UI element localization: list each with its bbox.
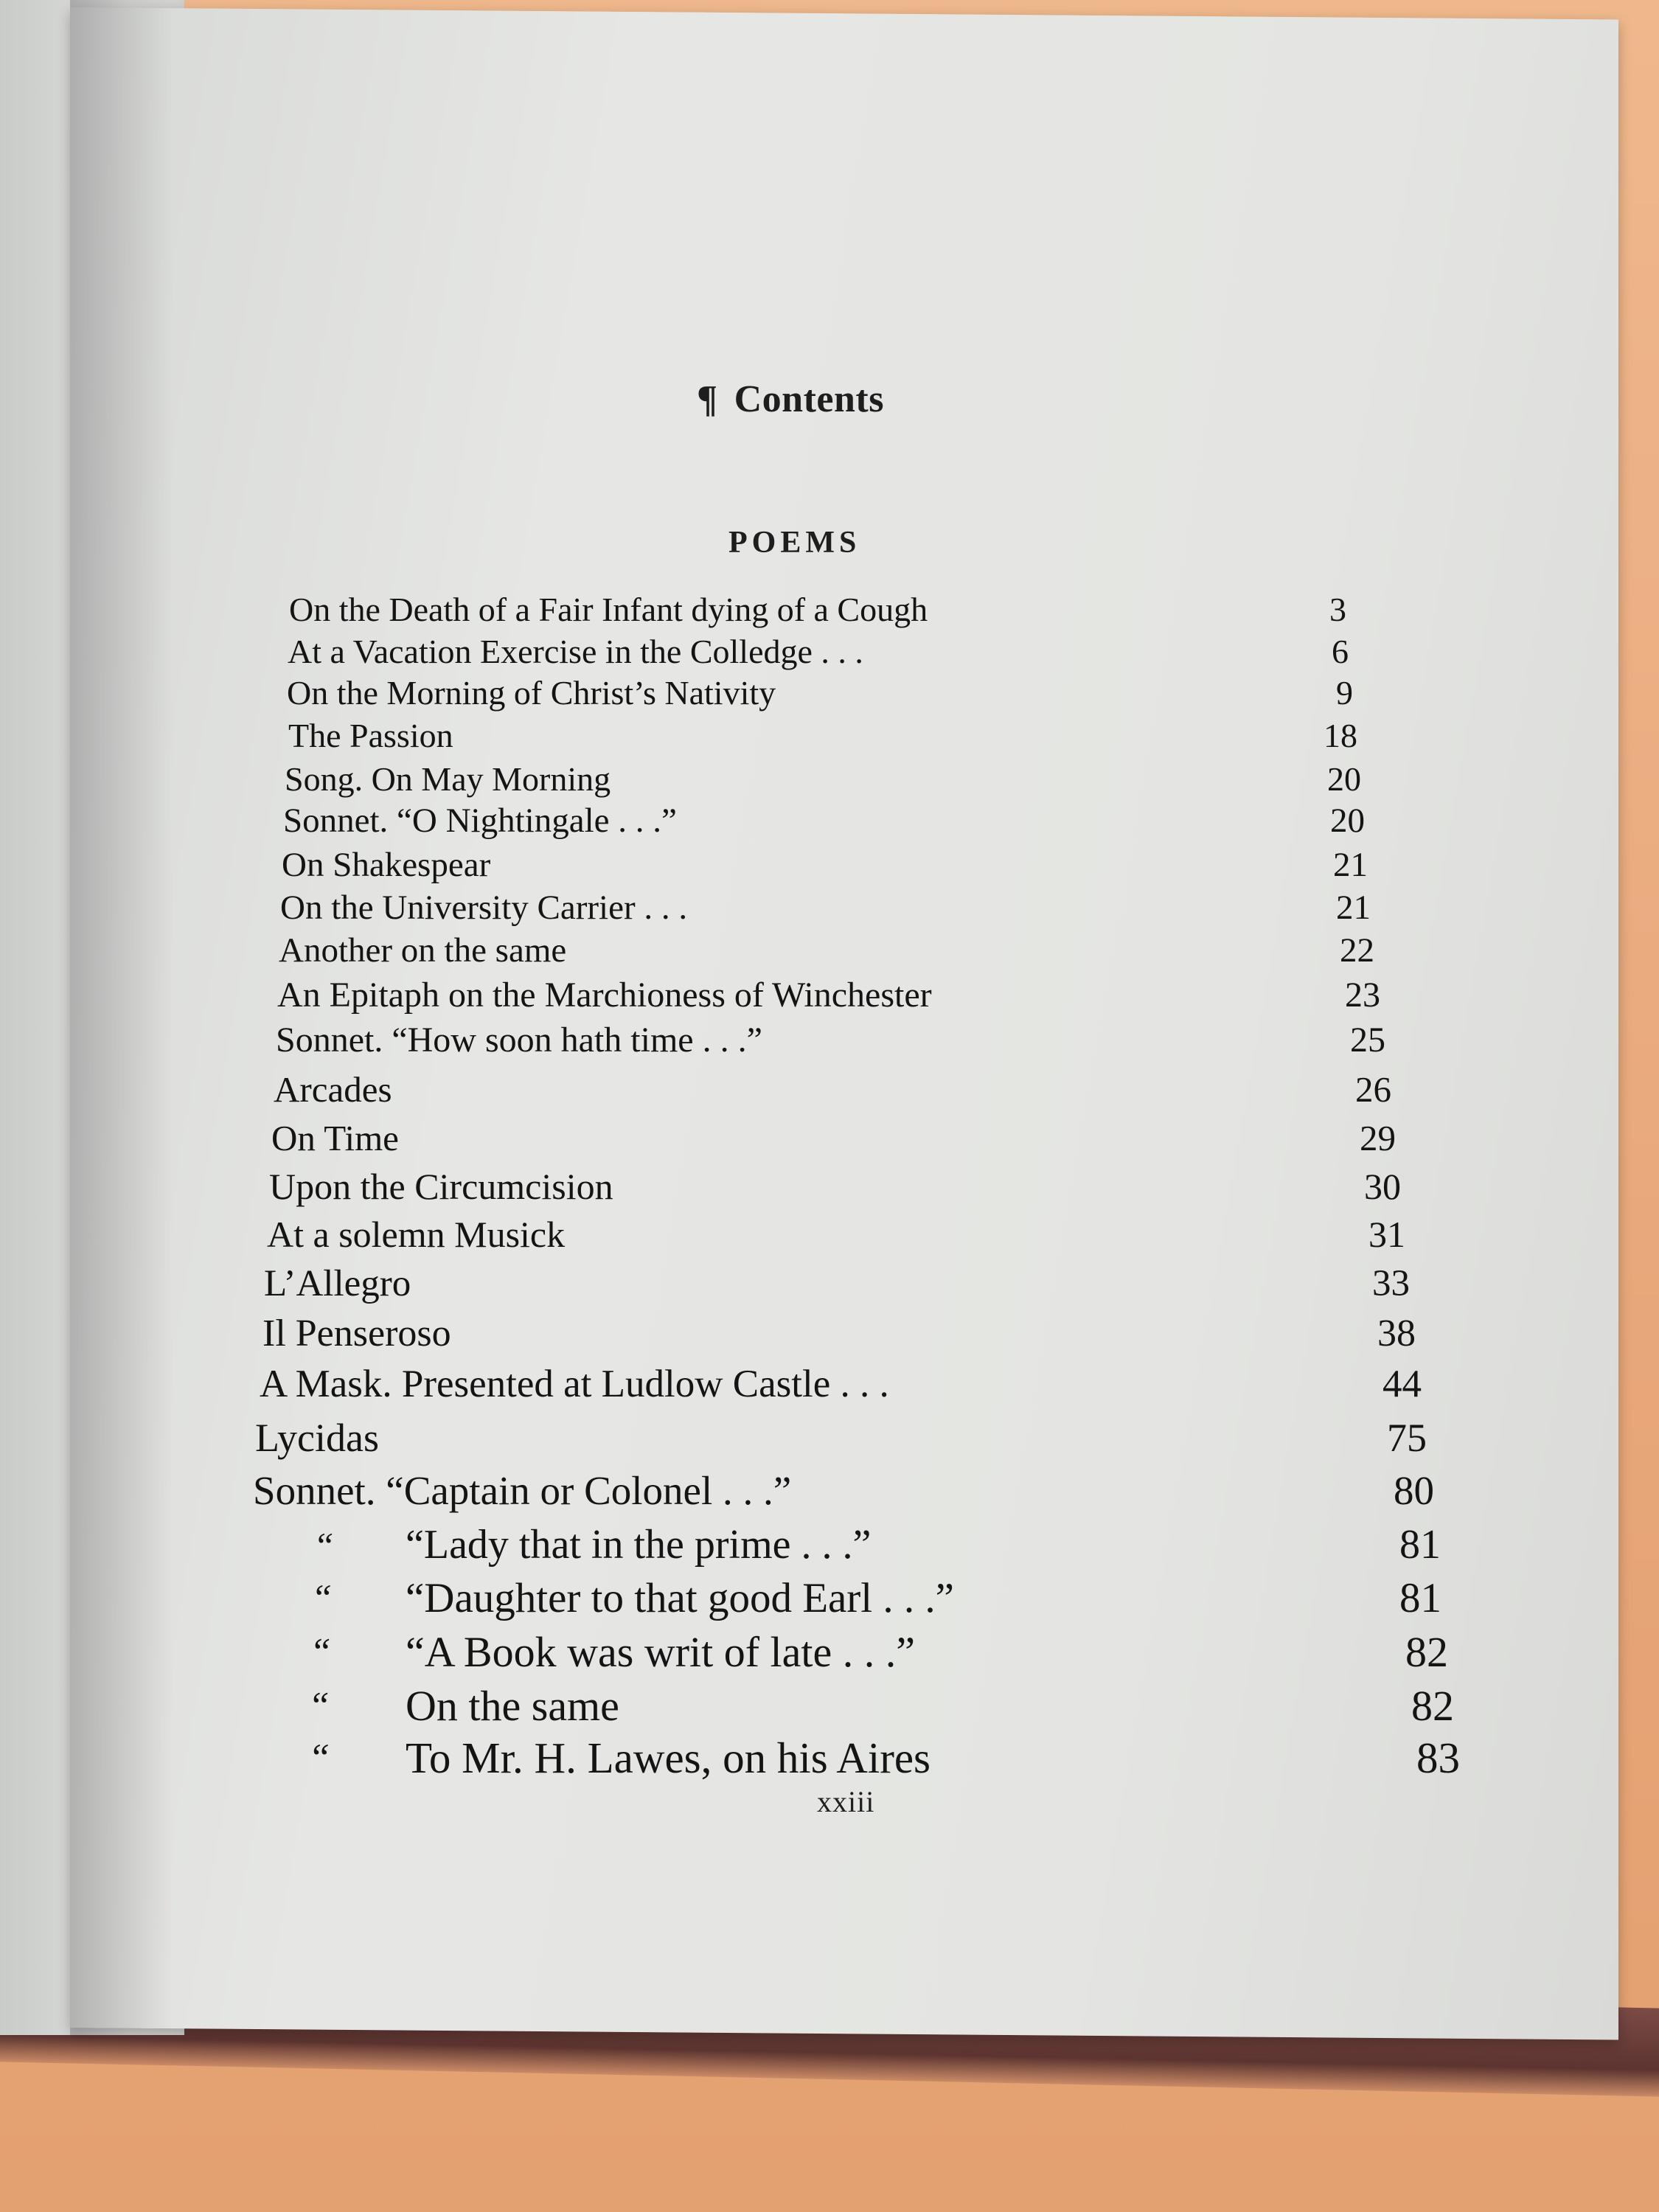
toc-entry-page: 44: [1382, 1363, 1422, 1405]
toc-entry-page: 82: [1411, 1682, 1454, 1730]
toc-entry-page: 22: [1340, 931, 1374, 970]
toc-entry-page: 23: [1345, 975, 1380, 1015]
toc-entry-page: 38: [1377, 1312, 1416, 1354]
gutter-shadow: [70, 0, 173, 2035]
toc-entry-page: 20: [1327, 760, 1361, 798]
toc-entry-title: Song. On May Morning: [285, 760, 611, 798]
pilcrow-icon: ¶: [697, 378, 718, 420]
toc-entry-title: A Mask. Presented at Ludlow Castle . . .: [260, 1363, 889, 1405]
toc-entry-page: 31: [1368, 1214, 1405, 1255]
toc-entry-page: 81: [1399, 1522, 1441, 1568]
contents-title: Contents: [734, 378, 884, 420]
toc-entry-page: 80: [1394, 1468, 1434, 1513]
toc-entry-page: 81: [1399, 1575, 1441, 1621]
toc-entry-page: 83: [1416, 1733, 1460, 1782]
toc-entry-title: An Epitaph on the Marchioness of Winchester: [277, 975, 932, 1015]
toc-entry-page: 21: [1333, 846, 1368, 884]
toc-entry-page: 9: [1336, 674, 1353, 712]
toc-entry-title: “A Book was writ of late . . .”: [406, 1628, 916, 1676]
toc-entry-title: Upon the Circumcision: [269, 1166, 613, 1207]
toc-entry-title: On the University Carrier . . .: [280, 888, 688, 927]
toc-entry-page: 30: [1364, 1166, 1401, 1207]
toc-entry-page: 75: [1387, 1416, 1427, 1460]
toc-entry-page: 6: [1332, 633, 1349, 670]
toc-entry-page: 29: [1360, 1118, 1396, 1158]
toc-entry-page: 33: [1372, 1263, 1410, 1304]
toc-entry-title: To Mr. H. Lawes, on his Aires: [406, 1733, 931, 1782]
toc-entry-title: Il Penseroso: [262, 1312, 451, 1354]
ditto-mark: “: [308, 1736, 330, 1779]
ditto-mark: “: [310, 1631, 331, 1673]
toc-entry-title: Arcades: [274, 1069, 392, 1110]
toc-entry-title: On Time: [271, 1118, 399, 1158]
toc-entry-title: On the Morning of Christ’s Nativity: [287, 674, 776, 712]
toc-entry-title: “Lady that in the prime . . .”: [406, 1522, 872, 1568]
toc-entry-page: 3: [1329, 591, 1346, 628]
toc-entry-title: On the Death of a Fair Infant dying of a Cough: [289, 591, 928, 628]
toc-entry-title: L’Allegro: [264, 1263, 411, 1304]
toc-entry-title: Sonnet. “How soon hath time . . .”: [276, 1020, 762, 1060]
toc-entry-page: 20: [1330, 801, 1365, 840]
page-folio: xxiii: [817, 1785, 875, 1818]
toc-entry-title: “Daughter to that good Earl . . .”: [406, 1575, 954, 1621]
toc-entry-title: On Shakespear: [282, 846, 491, 884]
toc-entry-title: The Passion: [288, 717, 453, 754]
toc-entry-title: Lycidas: [255, 1416, 379, 1460]
toc-entry-page: 25: [1350, 1020, 1385, 1060]
toc-entry-title: At a Vacation Exercise in the Colledge . . .: [288, 633, 863, 670]
ditto-mark: “: [313, 1525, 334, 1566]
toc-entry-title: On the same: [406, 1682, 619, 1730]
toc-entry-title: At a solemn Musick: [267, 1214, 566, 1255]
toc-entry-page: 82: [1405, 1628, 1448, 1676]
ditto-mark: “: [308, 1685, 330, 1727]
toc-entry-page: 18: [1324, 717, 1357, 754]
ditto-mark: “: [311, 1578, 333, 1619]
toc-entry-title: Another on the same: [279, 931, 567, 970]
toc-entry-title: Sonnet. “Captain or Colonel . . .”: [253, 1468, 792, 1513]
toc-entry-page: 21: [1336, 888, 1371, 927]
toc-entry-page: 26: [1355, 1069, 1391, 1110]
section-heading-poems: POEMS: [728, 526, 861, 560]
contents-heading: [697, 378, 884, 421]
toc-entry-title: Sonnet. “O Nightingale . . .”: [283, 801, 677, 840]
